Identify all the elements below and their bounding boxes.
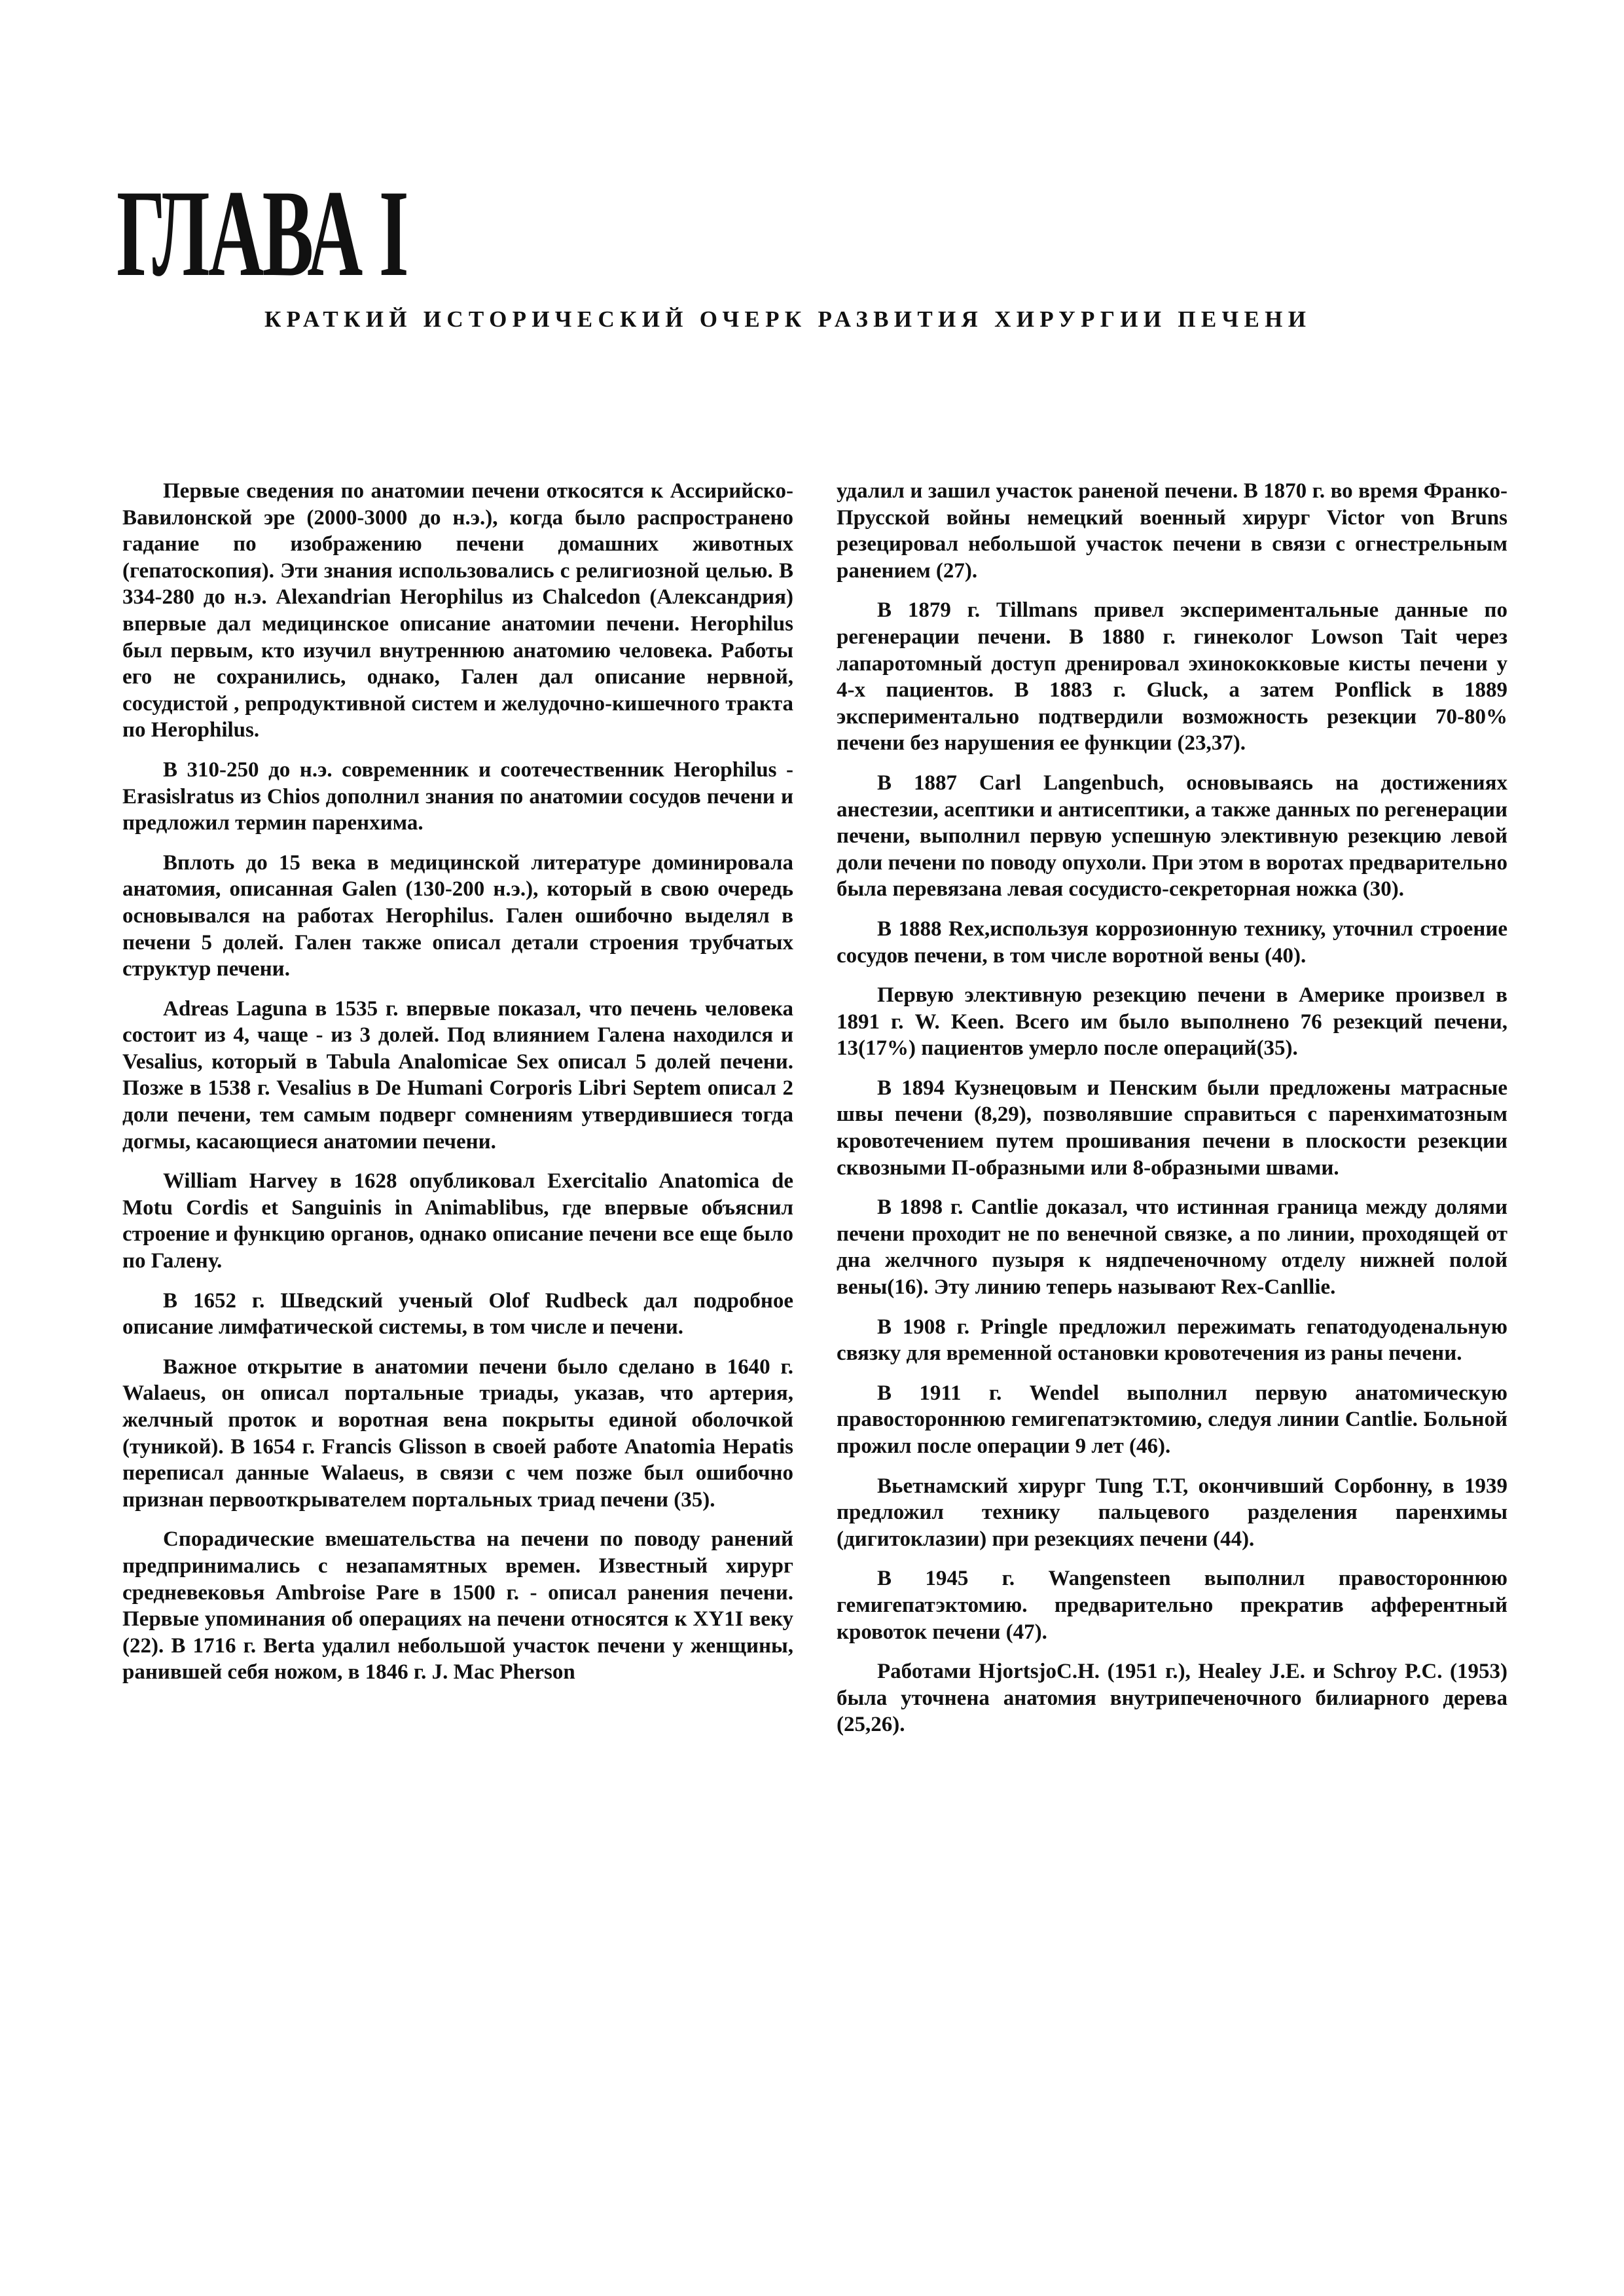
- paragraph: William Harvey в 1628 опубликовал Exercitalio Anatomica de Motu Cordis et Sanguinis in Animablibus, где впервые объяснил строение и функцию органов, однако описание печени все еще было по Галену.: [122, 1169, 793, 1273]
- paragraph: Вплоть до 15 века в медицинской литературе доминировала анатомия, описанная Galen (130-200 н.э.), который в свою очередь основывался на работах Herophilus. Гален ошибочно выделял в печени 5 долей. Гален также описал детали строения трубчатых структур печени.: [122, 850, 793, 981]
- paragraph: В 1888 Rex,используя коррозионную технику, уточнил строение сосудов печени, в том числе воротной вены (40).: [837, 917, 1507, 968]
- paragraph: В 1652 г. Шведский ученый Olof Rudbeck дал подробное описание лимфатической системы, в том числе и печени.: [122, 1288, 793, 1339]
- paragraph: В 1887 Carl Langenbuch, основываясь на достижениях анестезии, асептики и антисептики, а также данных по регенерации печени, выполнил первую успешную элективную резекцию левой доли печени по поводу опухоли. При этом в воротах предварительно была перевязана левая сосудисто-секреторная ножка (30).: [837, 771, 1507, 902]
- chapter-subtitle: КРАТКИЙ ИСТОРИЧЕСКИЙ ОЧЕРК РАЗВИТИЯ ХИРУРГИИ ПЕЧЕНИ: [264, 306, 1312, 332]
- paragraph: В 1898 г. Cantlie доказал, что истинная граница между долями печени проходит не по венечной связке, а по линии, проходящей от дна желчного пузыря к нядпеченочному отделу нижней полой вены(16). Эту линию теперь называют Rex-Canllie.: [837, 1195, 1507, 1300]
- paragraph: Первую элективную резекцию печени в Америке произвел в 1891 г. W. Keen. Всего им было выполнено 76 резекций печени, 13(17%) пациентов умерло после операций(35).: [837, 983, 1507, 1061]
- paragraph: В 1945 г. Wangensteen выполнил правостороннюю гемигепатэктомию. предварительно прекратив афферентный кровоток печени (47).: [837, 1567, 1507, 1644]
- paragraph: В 1911 г. Wendel выполнил первую анатомическую правостороннюю гемигепатэктомию, следуя линии Cantlie. Больной прожил после операции 9 лет (46).: [837, 1381, 1507, 1458]
- right-column: [837, 478, 1507, 1751]
- paragraph: В 1894 Кузнецовым и Пенским были предложены матрасные швы печени (8,29), позволявшие справиться с паренхиматозным кровотечением путем прошивания печени в плоскости резекции сквозными П-образными или 8-образными швами.: [837, 1076, 1507, 1180]
- paragraph: В 310-250 до н.э. современник и соотечественник Herophilus - Erasislratus из Chios дополнил знания по анатомии сосудов печени и предложил термин паренхима.: [122, 757, 793, 835]
- paragraph: Спорадические вмешательства на печени по поводу ранений предпринимались с незапамятных времен. Известный хирург средневековья Ambroise Pare в 1500 г. - описал ранения печени. Первые упоминания об операциях на печени относятся к XY1I веку (22). В 1716 г. Berta удалил небольшой участок печени у женщины, ранившей себя ножом, в 1846 г. J. Mac Pherson: [122, 1527, 793, 1685]
- left-column: [122, 478, 793, 1699]
- paragraph: Вьетнамский хирург Tung Т.Т, окончивший Сорбонну, в 1939 предложил технику пальцевого разделения паренхимы (дигитоклазии) при резекциях печени (44).: [837, 1474, 1507, 1551]
- paragraph: В 1879 г. Tillmans привел экспериментальные данные по регенерации печени. В 1880 г. гинеколог Lowson Tait через лапаротомный доступ дренировал эхинококковые кисты печени у 4-х пациентов. В 1883 г. Gluck, а затем Ponflick в 1889 экспериментально подтвердили возможность резекции 70-80% печени без нарушения ее функции (23,37).: [837, 598, 1507, 756]
- paragraph: удалил и зашил участок раненой печени. В 1870 г. во время Франко-Прусской войны немецкий военный хирург Victor von Bruns резецировал небольшой участок печени в связи с огнестрельным ранением (27).: [837, 479, 1507, 583]
- paragraph: Работами HjortsjoC.H. (1951 г.), Healey J.E. и Schroy P.C. (1953) была уточнена анатомия внутрипеченочного билиарного дерева (25,26).: [837, 1660, 1507, 1737]
- paragraph: Первые сведения по анатомии печени откосятся к Ассирийско-Вавилонской эре (2000-3000 до н.э.), когда было распространено гадание по изображению печени домашних животных (гепатоскопия). Эти знания использовались с религиозной целью. В 334-280 до н.э. Alexandrian Herophilus из Chalcedon (Александрия) впервые дал медицинское описание анатомии печени. Herophilus был первым, кто изучил внутреннюю анатомию человека. Работы его не сохранились, однако, Гален дал описание нервной, сосудистой , репродуктивной систем и желудочно-кишечного тракта по Herophilus.: [122, 479, 793, 742]
- paragraph: Adreas Laguna в 1535 г. впервые показал, что печень человека состоит из 4, чаще - из 3 долей. Под влиянием Галена находился и Vesalius, который в Tabula Analomicae Sex описал 5 долей печени. Позже в 1538 г. Vesalius в De Humani Corporis Libri Septem описал 2 доли печени, тем самым подверг сомнениям утвердившиеся тогда догмы, касающиеся анатомии печени.: [122, 996, 793, 1154]
- paragraph: Важное открытие в анатомии печени было сделано в 1640 г. Walaeus, он описал портальные триады, указав, что артерия, желчный проток и воротная вена покрыты единой оболочкой (туникой). В 1654 г. Francis Glisson в своей работе Anatomia Hepatis переписал данные Walaeus, в связи с чем позже был ошибочно признан первооткрывателем портальных триад печени (35).: [122, 1355, 793, 1512]
- paragraph: В 1908 г. Pringle предложил пережимать гепатодуоденальную связку для временной остановки кровотечения из раны печени.: [837, 1315, 1507, 1366]
- chapter-title: ГЛАВА I: [117, 165, 408, 302]
